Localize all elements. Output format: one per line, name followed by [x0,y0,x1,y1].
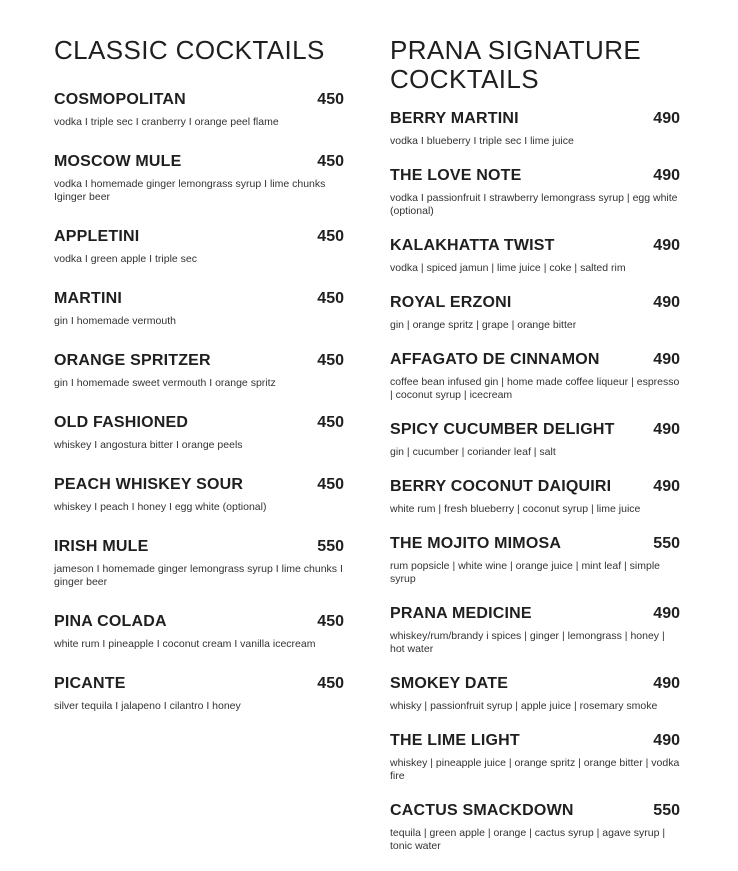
menu-item-price: 490 [653,110,680,127]
menu-item-price: 450 [317,414,344,431]
menu-item-description: whiskey I peach I honey I egg white (optional) [54,501,267,513]
menu-item-name: THE LIME LIGHT [390,732,520,749]
menu-item-name: CACTUS SMACKDOWN [390,802,574,819]
menu-item-price: 450 [317,675,344,692]
menu-item-header [54,537,344,557]
menu-item-header [390,166,680,186]
menu-item-description: vodka I green apple I triple sec [54,253,198,265]
menu-item-name: MARTINI [54,290,123,307]
menu-item [54,351,344,390]
signature-cocktails-list [390,109,680,853]
menu-item-description: coffee bean infused gin | home made coffee liqueur | espresso | coconut syrup | icecream [390,376,680,401]
menu-item-name: IRISH MULE [54,538,149,555]
menu-item [54,674,344,713]
menu-item-header [54,351,344,371]
menu-item-header [390,477,680,497]
menu-item-price: 450 [317,290,344,307]
menu-item-name: MOSCOW MULE [54,153,182,170]
menu-item [54,227,344,266]
menu-item [390,420,680,459]
menu-item-price: 450 [317,352,344,369]
menu-item-name: APPLETINI [54,228,140,245]
menu-item-price: 550 [653,802,680,819]
menu-item-description: whiskey | pineapple juice | orange spritz | orange bitter | vodka fire [390,757,680,782]
menu-item-header [390,293,680,313]
menu-item [390,293,680,332]
menu-item-header [54,475,344,495]
menu-item-header [54,674,344,694]
menu-item-name: OLD FASHIONED [54,414,189,431]
menu-item [54,475,344,514]
menu-item-price: 450 [317,476,344,493]
menu-item-description: silver tequila I jalapeno I cilantro I honey [54,700,241,712]
menu-item-description: vodka | spiced jamun | lime juice | coke | salted rim [390,262,626,274]
menu-item-name: ROYAL ERZONI [390,294,512,311]
menu-item-header [390,236,680,256]
menu-item-header [390,350,680,370]
menu-item [54,152,344,204]
menu-item-price: 490 [653,675,680,692]
menu-item-name: PICANTE [54,675,126,692]
menu-item-header [54,90,344,110]
menu-item-price: 490 [653,732,680,749]
menu-item-description: white rum I pineapple I coconut cream I vanilla icecream [54,638,316,650]
menu-item-price: 450 [317,153,344,170]
menu-item-name: COSMOPOLITAN [54,91,186,108]
menu-item [390,236,680,275]
menu-item-header [390,534,680,554]
menu-item-description: vodka I homemade ginger lemongrass syrup I lime chunks Iginger beer [54,178,326,203]
menu-item [390,731,680,783]
menu-item-price: 550 [317,538,344,555]
menu-item-price: 550 [653,535,680,552]
menu-item-name: PRANA MEDICINE [390,605,532,622]
menu-item-description: jameson I homemade ginger lemongrass syrup I lime chunks I ginger beer [54,563,343,588]
menu-item-name: ORANGE SPRITZER [54,352,211,369]
menu-item-price: 450 [317,613,344,630]
menu-item-description: vodka I passionfruit I strawberry lemongrass syrup | egg white (optional) [390,192,678,217]
menu-item-price: 490 [653,351,680,368]
menu-item [390,109,680,148]
menu-item [390,534,680,586]
signature-title-line1: PRANA SIGNATURE [390,35,642,65]
menu-item-name: SPICY CUCUMBER DELIGHT [390,421,615,438]
menu-item-name: THE MOJITO MIMOSA [390,535,562,552]
menu-item-header [390,731,680,751]
menu-item-name: SMOKEY DATE [390,675,509,692]
menu-item [54,289,344,328]
menu-item-name: PEACH WHISKEY SOUR [54,476,244,493]
classic-cocktails-title: CLASSIC COCKTAILS [54,35,325,65]
menu-item-header [390,604,680,624]
menu-item-header [54,289,344,309]
menu-item-name: THE LOVE NOTE [390,167,522,184]
menu-item-header [390,801,680,821]
menu-item-name: AFFAGATO DE CINNAMON [390,351,600,368]
menu-item-price: 490 [653,478,680,495]
menu-item-description: whiskey/rum/brandy i spices | ginger | lemongrass | honey | hot water [390,630,665,655]
menu-item-price: 490 [653,294,680,311]
menu-item-description: whisky | passionfruit syrup | apple juice | rosemary smoke [390,700,658,712]
menu-item-header [54,227,344,247]
signature-title-line2: COCKTAILS [390,64,540,94]
menu-item [390,166,680,218]
menu-item-header [390,674,680,694]
menu-item-description: tequila | green apple | orange | cactus syrup | agave syrup | tonic water [390,827,666,852]
menu-item-header [390,420,680,440]
menu-item-price: 450 [317,228,344,245]
menu-item-price: 490 [653,605,680,622]
menu-item [390,674,680,713]
menu-item [390,801,680,853]
menu-item-header [390,109,680,129]
menu-item-price: 490 [653,167,680,184]
menu-item-description: rum popsicle | white wine | orange juice | mint leaf | simple syrup [390,560,661,585]
menu-item-price: 490 [653,421,680,438]
signature-cocktails-section [390,36,680,871]
classic-cocktails-list [54,90,344,713]
menu-item-price: 490 [653,237,680,254]
menu-item [54,537,344,589]
menu-item [390,604,680,656]
menu-item [54,90,344,129]
menu-item-name: KALAKHATTA TWIST [390,237,555,254]
menu-item [54,413,344,452]
menu-item-header [54,413,344,433]
menu-item-description: gin | cucumber | coriander leaf | salt [390,446,556,458]
menu-item-description: gin | orange spritz | grape | orange bitter [390,319,577,331]
menu-item-description: vodka I triple sec I cranberry I orange peel flame [54,116,279,128]
menu-item-header [54,152,344,172]
menu-item-description: whiskey I angostura bitter I orange peels [54,439,243,451]
menu-item [390,350,680,402]
menu-item-description: gin I homemade vermouth [54,315,176,327]
menu-item-description: vodka I blueberry I triple sec I lime juice [390,135,574,147]
signature-cocktails-title [390,36,680,94]
menu-item-name: BERRY COCONUT DAIQUIRI [390,478,612,495]
classic-cocktails-section [54,36,344,736]
menu-item-description: white rum | fresh blueberry | coconut syrup | lime juice [390,503,641,515]
menu-item [390,477,680,516]
menu-item-name: PINA COLADA [54,613,167,630]
menu-item [54,612,344,651]
menu-item-price: 450 [317,91,344,108]
menu-item-header [54,612,344,632]
menu-item-description: gin I homemade sweet vermouth I orange spritz [54,377,276,389]
menu-item-name: BERRY MARTINI [390,110,519,127]
